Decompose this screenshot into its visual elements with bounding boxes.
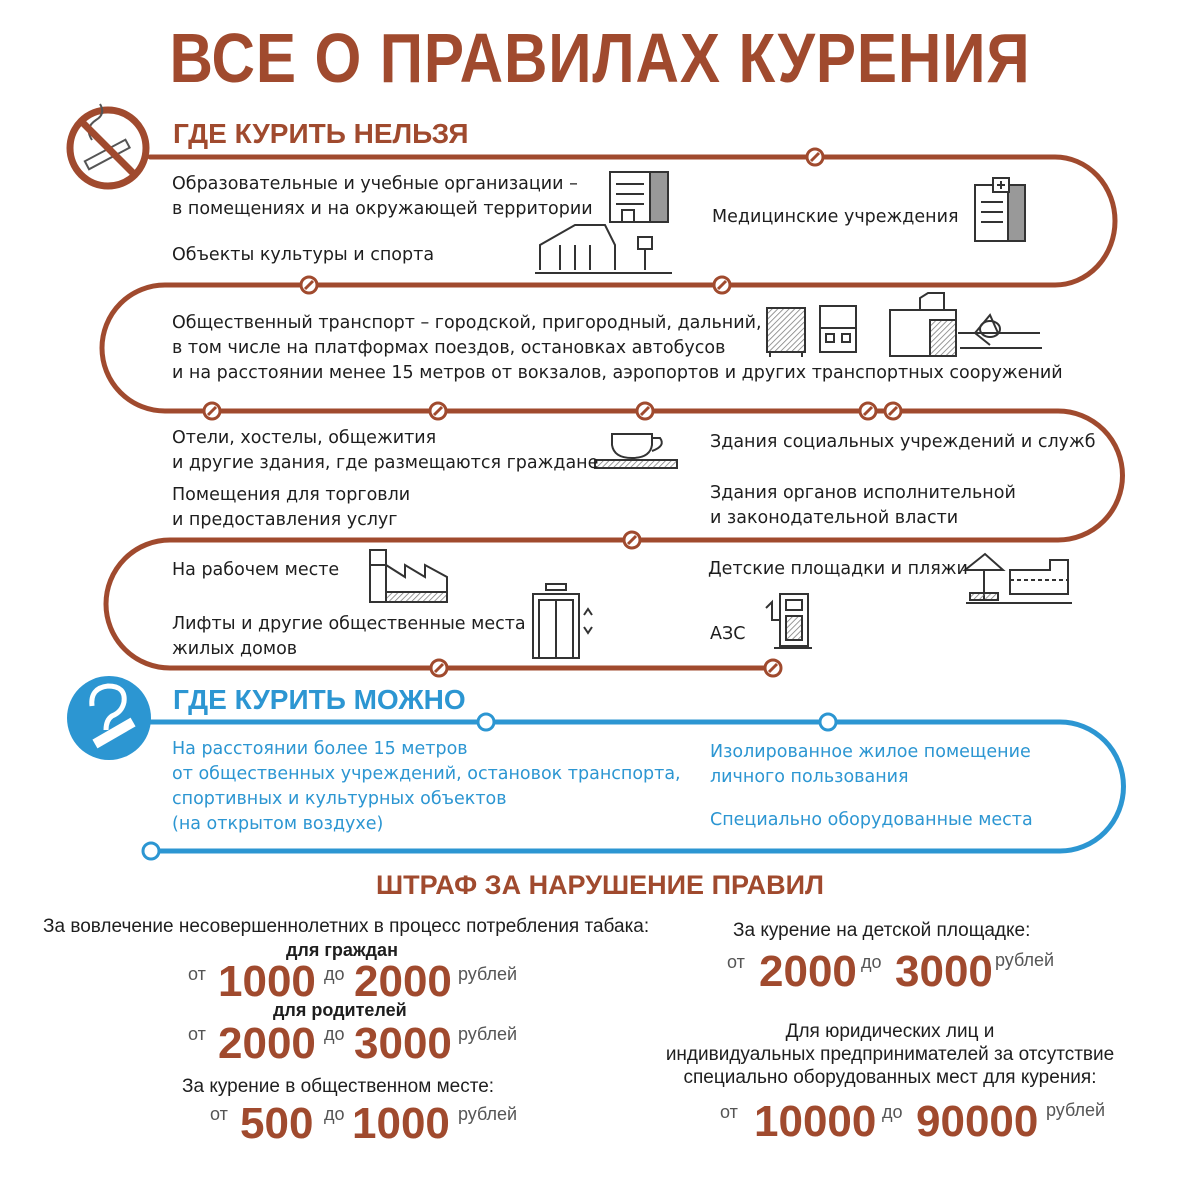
fine-public-range: от 500 до 1000 рублей <box>210 1099 518 1148</box>
beach-icon <box>965 554 1072 603</box>
forbidden-item-gas-station: АЗС <box>710 624 746 644</box>
fine-playground-range: от 2000 до 3000 рублей <box>727 947 1055 996</box>
fine-public-to: 1000 <box>352 1099 450 1148</box>
no-smoking-icon <box>70 104 146 186</box>
fine-citizens-range: от 1000 до 2000 рублей <box>188 957 518 1006</box>
fine-playground-label: За курение на детской площадке: <box>733 920 1031 941</box>
fine-legal-label: Для юридических лиц и индивидуальных предпринимателей за отсутствие специально оборудованных мест для курения: <box>665 1021 1115 1088</box>
elevator-icon <box>533 584 592 658</box>
fine-parents-from: 2000 <box>218 1019 316 1068</box>
cup-icon <box>595 434 677 468</box>
fine-citizens-to: 2000 <box>354 957 452 1006</box>
fine-legal-range: от 10000 до 90000 рублей <box>720 1097 1106 1146</box>
allowed-section-title: ГДЕ КУРИТЬ МОЖНО <box>173 684 466 715</box>
fine-legal-to: 90000 <box>916 1097 1039 1146</box>
forbidden-item-government: Здания органов исполнительной и законодательной власти <box>710 483 1016 528</box>
fine-parents-to: 3000 <box>354 1019 452 1068</box>
fine-parents-range: от 2000 до 3000 рублей <box>188 1019 518 1068</box>
hospital-icon <box>975 178 1025 241</box>
fine-public-from: 500 <box>240 1099 314 1148</box>
factory-icon <box>370 550 447 602</box>
fine-legal-from: 10000 <box>754 1097 877 1146</box>
forbidden-item-social: Здания социальных учреждений и служб <box>710 432 1096 452</box>
smoking-allowed-icon <box>67 676 151 760</box>
fine-public-label: За курение в общественном месте: <box>182 1076 495 1097</box>
fine-citizens-from: 1000 <box>218 957 316 1006</box>
forbidden-item-workplace: На рабочем месте <box>172 560 340 580</box>
forbidden-item-transport: Общественный транспорт – городской, пригородный, дальний, в том числе на платформах поездов, остановках автобусов и на расстоянии менее 15 метров от вокзалов, аэропортов и других транспортных сооружений <box>172 313 1063 383</box>
forbidden-item-trade: Помещения для торговли и предоставления услуг <box>172 485 411 530</box>
allowed-item-private-home: Изолированное жилое помещение личного пользования <box>710 742 1031 787</box>
gas-station-icon <box>766 594 812 648</box>
school-icon <box>610 172 668 222</box>
fine-playground-from: 2000 <box>759 947 857 996</box>
fine-playground-to: 3000 <box>895 947 993 996</box>
fine-citizens-label: для граждан <box>286 940 398 960</box>
forbidden-section-title: ГДЕ КУРИТЬ НЕЛЬЗЯ <box>173 118 469 149</box>
fine-parents-label: для родителей <box>273 1000 407 1020</box>
fine-minors-label: За вовлечение несовершеннолетних в процесс потребления табака: <box>43 916 650 937</box>
forbidden-item-education: Образовательные и учебные организации – в помещениях и на окружающей территории <box>172 174 593 219</box>
forbidden-item-medical: Медицинские учреждения <box>712 207 959 227</box>
forbidden-item-elevators: Лифты и другие общественные места жилых домов <box>172 614 526 659</box>
culture-building-icon <box>535 225 672 273</box>
allowed-item-distance: На расстоянии более 15 метров от общественных учреждений, остановок транспорта, спортивных и культурных объектов (на открытом воздухе) <box>172 739 681 834</box>
allowed-item-special-places: Специально оборудованные места <box>710 810 1033 830</box>
page-title: ВСЕ О ПРАВИЛАХ КУРЕНИЯ <box>169 19 1031 97</box>
fines-title: ШТРАФ ЗА НАРУШЕНИЕ ПРАВИЛ <box>376 870 824 900</box>
forbidden-item-hotels: Отели, хостелы, общежития и другие здания, где размещаются граждане <box>172 428 599 473</box>
forbidden-path <box>102 157 1123 668</box>
forbidden-item-culture-sport: Объекты культуры и спорта <box>172 245 435 265</box>
forbidden-item-playgrounds: Детские площадки и пляжи <box>708 559 968 579</box>
